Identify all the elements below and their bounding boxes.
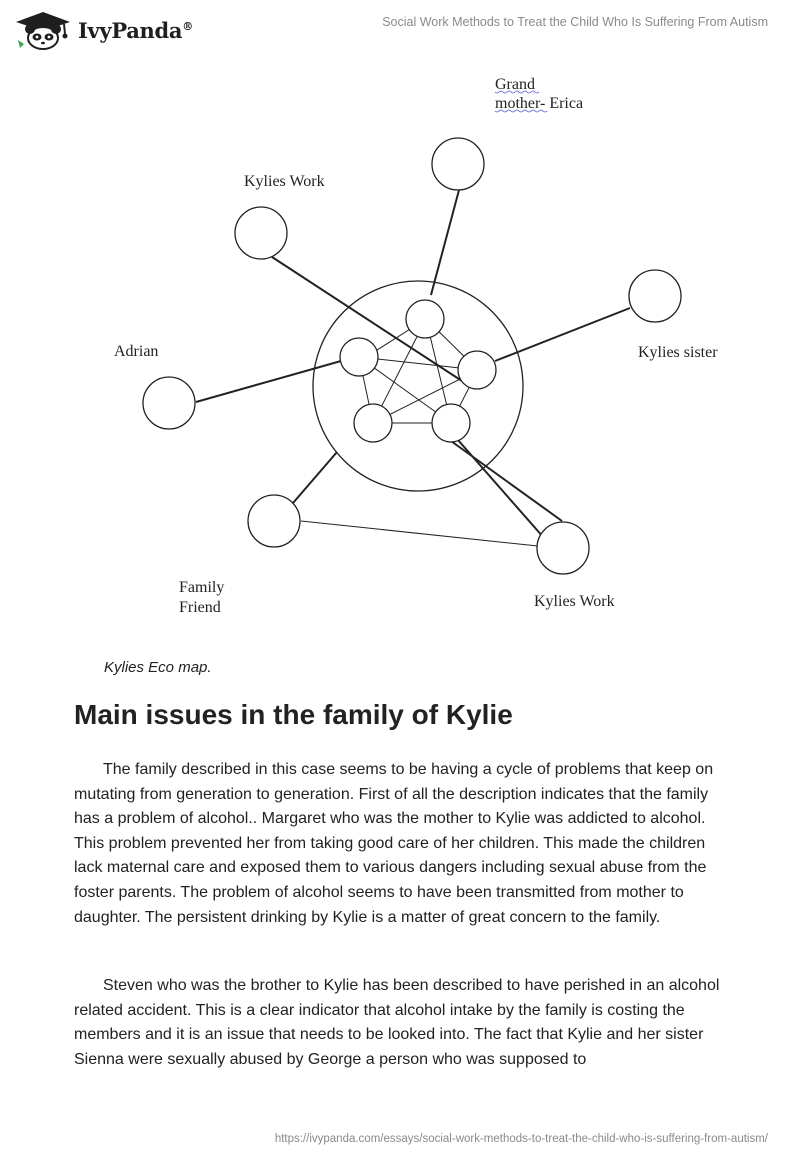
paragraph: Steven who was the brother to Kylie has been described to have perished in an alcohol related accident. This is a clear indicator that alcohol intake by the family is costing the members and it is an issue that needs to be looked into. The fact that Kylie and her sister Sienna were sexually abused by George a person who was supposed to (74, 977, 720, 1068)
label-family-friend-1: Family (179, 579, 225, 596)
label-kylies-work-top: Kylies Work (244, 173, 325, 190)
line-kylies-sister (495, 308, 630, 361)
node-labels (114, 76, 718, 616)
figure-caption: Kylies Eco map. (104, 659, 212, 676)
member-node (406, 300, 444, 338)
member-node (354, 404, 392, 442)
household-members (340, 300, 496, 442)
node-family-friend (248, 495, 300, 547)
member-node (458, 351, 496, 389)
label-kylies-sister: Kylies sister (638, 344, 718, 361)
document-title: Social Work Methods to Treat the Child Who Is Suffering From Autism (382, 15, 768, 29)
line-kylies-work-bottom-b (458, 440, 544, 538)
label-grandmother-2: mother- Erica (495, 95, 584, 112)
label-adrian: Adrian (114, 343, 159, 360)
node-kylies-work-top (235, 207, 287, 259)
line-grandmother (431, 190, 459, 295)
line-adrian (196, 361, 341, 402)
node-kylies-work-bottom (537, 522, 589, 574)
label-family-friend-2: Friend (179, 599, 221, 616)
ivypanda-logo[interactable] (14, 10, 193, 50)
node-kylies-sister (629, 270, 681, 322)
panda-icon (14, 10, 72, 50)
page-header (0, 0, 800, 60)
label-kylies-work-bottom: Kylies Work (534, 593, 615, 610)
section-heading: Main issues in the family of Kylie (74, 699, 513, 730)
label-grandmother-1: Grand (495, 76, 535, 93)
line-family-friend-thin (301, 521, 538, 546)
logo-text: IvyPanda® (78, 17, 193, 43)
eco-map-diagram (0, 60, 800, 650)
external-nodes (143, 138, 681, 574)
line-kylies-work-bottom-a (451, 441, 562, 521)
source-url[interactable]: https://ivypanda.com/essays/social-work-methods-to-treat-the-child-who-is-suffering-from-autism/ (274, 1133, 768, 1145)
node-adrian (143, 377, 195, 429)
member-node (340, 338, 378, 376)
line-family-friend-bold (293, 452, 337, 503)
member-node (432, 404, 470, 442)
node-grandmother (432, 138, 484, 190)
paragraph: The family described in this case seems to be having a cycle of problems that keep on mutating from generation to generation. First of all the description indicates that the family has a problem of alcohol.. Margaret who was the mother to Kylie was addicted to alcohol. This problem prevented her from taking good care of her children. This made the children lack maternal care and exposed them to various dangers including sexual abuse from the foster parents. The problem of alcohol seems to have been transmitted from mother to daughter. The persistent drinking by Kylie is a matter of great concern to the family. (74, 761, 714, 926)
